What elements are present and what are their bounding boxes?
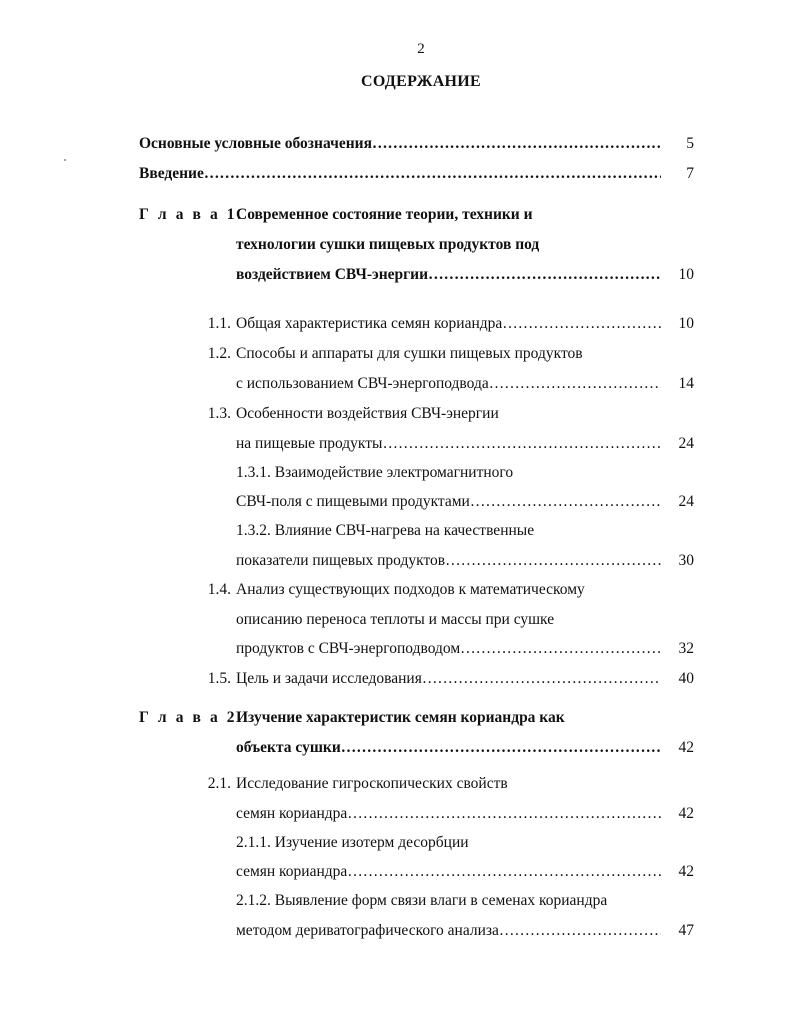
toc-entry-text: с использованием СВЧ-энергоподвода: [236, 375, 489, 392]
leader-dots: [502, 315, 661, 333]
toc-page-ref: 10: [678, 266, 694, 283]
toc-entry-text: Основные условные обозначения: [139, 135, 372, 152]
leader-dots: [347, 805, 661, 823]
toc-entry-text: Цель и задачи исследования: [236, 670, 422, 687]
toc-entry: [236, 640, 661, 658]
toc-page-ref: 30: [678, 552, 694, 569]
leader-dots: [341, 739, 661, 757]
toc-entry-text: продуктов с СВЧ-энергоподводом: [236, 640, 461, 657]
toc-entry-text: описанию переноса теплоты и массы при сушке: [236, 611, 555, 628]
leader-dots: [445, 552, 661, 570]
toc-entry: [236, 315, 661, 333]
toc-entry-text: на пищевые продукты: [236, 435, 383, 452]
section-number: 1.4.: [207, 581, 231, 598]
page-title: СОДЕРЖАНИЕ: [360, 73, 482, 90]
toc-entry-text: Общая характеристика семян кориандра: [236, 315, 503, 332]
leader-dots: [499, 922, 661, 940]
toc-entry-text: 2.1.2. Выявление форм связи влаги в семенах кориандра: [236, 892, 608, 909]
leader-dots: [204, 165, 661, 183]
toc-entry-text: объекта сушки: [236, 739, 341, 756]
section-number: 1.1.: [207, 315, 231, 332]
toc-entry-text: 1.3.1. Взаимодействие электромагнитного: [236, 464, 514, 481]
toc-page-ref: 10: [678, 315, 694, 332]
toc-page-ref: 42: [678, 863, 694, 880]
toc-entry: [236, 863, 661, 881]
chapter-title-line: Изучение характеристик семян кориандра как: [236, 709, 565, 726]
leader-dots: [372, 135, 661, 153]
leader-dots: [382, 435, 661, 453]
section-number: 1.3.: [207, 405, 231, 422]
toc-page-ref: 24: [678, 493, 694, 510]
chapter-title-line: технологии сушки пищевых продуктов под: [236, 236, 540, 253]
toc-entry: [236, 375, 661, 393]
section-number: 2.1.: [207, 775, 231, 792]
chapter-title-line: Современное состояние теории, техники и: [236, 206, 533, 223]
leader-dots: [347, 863, 661, 881]
leader-dots: [470, 493, 661, 511]
toc-entry: [236, 435, 661, 453]
toc-entry-text: 1.3.2. Влияние СВЧ-нагрева на качественные: [236, 522, 535, 539]
toc-entry-intro: [139, 165, 661, 183]
toc-entry-text: Введение: [139, 165, 204, 182]
toc-entry-text: Анализ существующих подходов к математическому: [236, 581, 585, 598]
toc-page-ref: 40: [678, 670, 694, 687]
toc-entry-text: показатели пищевых продуктов: [236, 552, 446, 569]
toc-entry: [236, 922, 661, 940]
toc-page-ref: 42: [678, 805, 694, 822]
toc-page-ref: 42: [678, 739, 694, 756]
toc-entry: [236, 805, 661, 823]
toc-page-ref: 5: [686, 135, 694, 152]
toc-page-ref: 7: [686, 165, 694, 182]
toc-entry: [236, 493, 661, 511]
toc-page-ref: 14: [678, 375, 694, 392]
leader-dots: [422, 670, 661, 688]
toc-entry-text: Исследование гигроскопических свойств: [236, 775, 508, 792]
scan-speck: [64, 159, 66, 161]
toc-entry-text: воздействием СВЧ-энергии: [236, 266, 429, 283]
toc-entry-text: семян кориандра: [236, 805, 348, 822]
leader-dots: [428, 266, 661, 284]
toc-entry-text: СВЧ-поля с пищевыми продуктами: [236, 493, 470, 510]
toc-page-ref: 24: [678, 435, 694, 452]
toc-entry: [236, 670, 661, 688]
chapter-title-line: [236, 266, 661, 284]
toc-entry-text: семян кориандра: [236, 863, 348, 880]
toc-entry-text: Способы и аппараты для сушки пищевых продуктов: [236, 345, 583, 362]
page-number: 2: [417, 41, 425, 57]
toc-entry-text: 2.1.1. Изучение изотерм десорбции: [236, 834, 469, 851]
toc-page-ref: 32: [678, 640, 694, 657]
chapter-label: Г л а в а 1.: [139, 206, 244, 223]
chapter-title-line: [236, 739, 661, 757]
section-number: 1.2.: [207, 345, 231, 362]
toc-entry-text: Особенности воздействия СВЧ-энергии: [236, 405, 499, 422]
chapter-label: Г л а в а 2.: [139, 709, 244, 726]
section-number: 1.5.: [207, 670, 231, 687]
toc-entry-notation: [139, 135, 661, 153]
leader-dots: [489, 375, 661, 393]
toc-entry-text: методом дериватографического анализа: [236, 922, 499, 939]
leader-dots: [460, 640, 661, 658]
toc-entry: [236, 552, 661, 570]
toc-page-ref: 47: [678, 922, 694, 939]
